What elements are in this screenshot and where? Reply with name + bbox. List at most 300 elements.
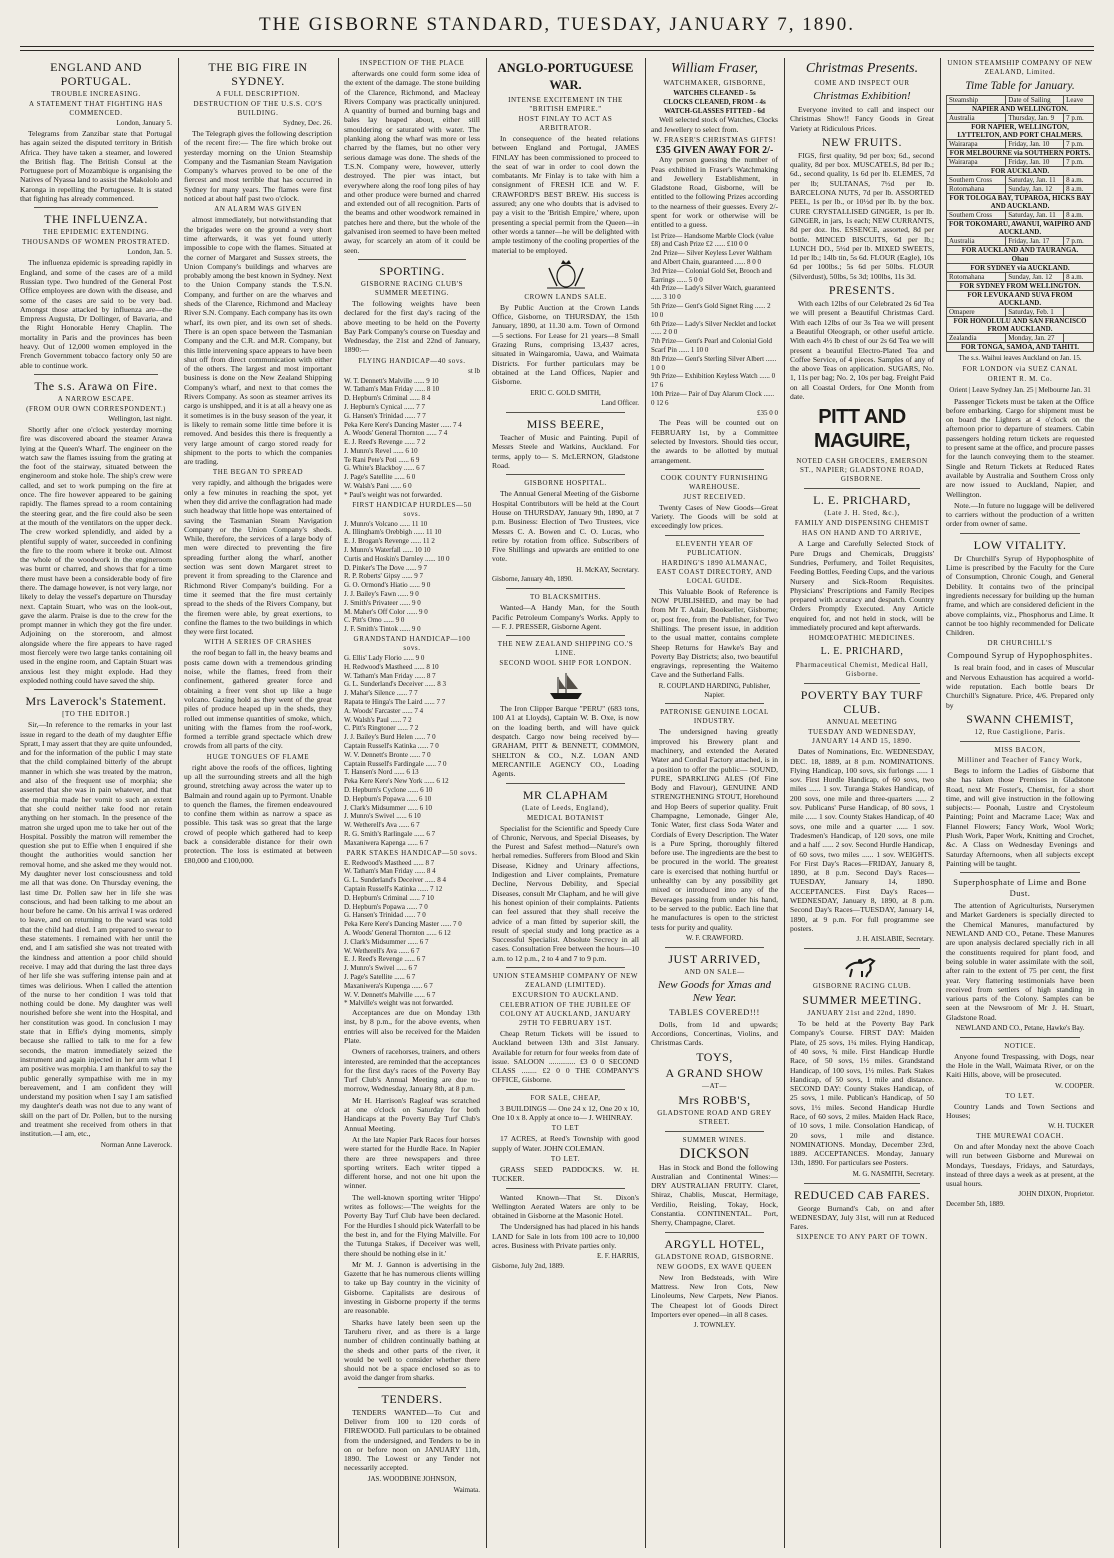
advert-text: Wanted—A Handy Man, for the South Pacific Petroleum Company's Works. Apply to— F. J. PRESSER, Gisborne Agent.	[492, 603, 639, 631]
table-row	[947, 317, 1094, 334]
advert-signature: R. COUPLAND HARDING, Publisher, Napier.	[658, 681, 771, 699]
table-cell: FOR SYDNEY FROM WELLINGTON.	[947, 282, 1094, 291]
column-2	[184, 58, 332, 1548]
list-item: 1st Prize— Handsome Marble Clock (value £8) and Cash Prize £2 ...... £10 0 0	[651, 231, 774, 249]
list-item: E. J. Brogan's Revenge ...... 11 2	[344, 537, 435, 546]
advert-text: Begs to inform the Ladies of Gisborne that she has taken those Premises in Gladstone Road, next Mr Foster's, Chemist, for a short time, and will give instruction in the following subjects:— Poonah, Lustre and Crystoleum Painting; Point and Macrame Lace; Wax and Flannel Flowers; Fancy Work, Wool Work; Plush Work, Paper Work, Knitting and Crochet, &c. A Class on Wednesday Evenings and Saturday Afternoons, when all subjects except Painting will be taught.	[946, 765, 1094, 868]
table-row	[947, 264, 1094, 273]
table-cell: Southern Cross	[947, 211, 1006, 220]
list-item: J. Page's Satellite ...... 6 0	[344, 473, 416, 482]
list-item: Peka Kere Kere's Dancing Master ...... 7 0	[344, 920, 462, 929]
subhead: TO LET.	[1005, 1091, 1035, 1100]
headline-argyll-hotel: ARGYLL HOTEL,	[664, 1236, 765, 1251]
advert-text: FIGS, first quality, 9d per box; 6d., second quality, 8d per box. MUSCATELS, 8d per lb.; 6d., second quality, 1s 6d per lb. ELEMES, 7d per lb; SULTANAS, 7½d per lb. BARCELONA NUTS, 7d per lb. ASSORTED PEEL, 1s per lb., or 10½d per lb. by the box. CURE CRYSTALLISED GINGER, 1s per lb. GINGER, in jars, 1s each; NEW CURRANTS, 8d per doz. lbs. ESSENCE, assorted, 8d per bottle. MINCED BISCUITS, 6d per lb.; LUNCH DO., 5½d per lb. MIXED SWEETS, 1d per lb.; 14lb tin, 5s 6d. FLOUR (Eagle), 10s 6d per 100lbs.; 5s 6d per 50lbs. FLOUR (Silverdust), 50lbs, 5s 3d; 100lbs, 11s 3d.	[790, 150, 934, 281]
subhead: GLADSTONE ROAD AND GREY STREET.	[657, 1108, 772, 1126]
table-cell: 7 p.m.	[1064, 114, 1094, 123]
headline-tenders: TENDERS.	[381, 1391, 443, 1406]
subhead: A NARROW ESCAPE.	[57, 394, 135, 403]
table-cell: Ohau	[947, 255, 1094, 264]
list-item: 7th Prize— Gent's Pearl and Colonial Gold Scarf Pin ...... 1 10 0	[651, 337, 773, 355]
list-item: J. Hepburn's Cynical ...... 7 7	[344, 402, 425, 411]
list-item: 5th Prize— Gent's Gold Signet Ring ...... 2 10 0	[651, 302, 771, 319]
subhead: CROWN LANDS SALE.	[524, 292, 607, 301]
advert-signature: M. G. NASMITH, Secretary.	[852, 1169, 934, 1178]
subhead: NEW GOODS, EX WAVE QUEEN	[656, 1262, 773, 1271]
headline-superphosphate: Superphosphate of Lime and Bone Dust.	[953, 877, 1087, 899]
subhead: THOUSANDS OF WOMEN PROSTRATED.	[22, 238, 170, 247]
list-item: 2nd Prize— Silver Keyless Lever Waltham and Albert Chain, guaranteed ...... 8 0 0	[651, 249, 772, 267]
subhead: EXCURSION TO AUCKLAND.	[512, 991, 619, 999]
advert-text: Is real brain food, and in cases of Muscular and Nervous Exhaustion has acquired a world-wide reputation. Each bottle bears Dr Churchill's Signature. Price, 4/6. Prepared only by	[946, 663, 1094, 710]
column-divider	[178, 58, 179, 1548]
price-line: CLOCKS CLEANED, FROM - 4s	[663, 97, 766, 106]
table-cell: 7 p.m.	[1064, 140, 1094, 149]
list-item: 8th Prize— Gent's Sterling Silver Albert ...... 1 0 0	[651, 354, 777, 372]
subhead: GISBORNE HOSPITAL.	[524, 479, 607, 488]
subhead: SUMMER WINES.	[682, 1135, 747, 1144]
advert-signature: W. COOPER.	[1055, 1081, 1094, 1090]
advert-signature: J. H. AISLABIE, Secretary.	[856, 935, 934, 944]
article-paragraph: the roof began to fall in, the heavy beams and posts came down with a tremendous grinding noise, while the flames, freed from their confinement, gathered greater force and obtaining a freer vent shot up like a huge volcano. Gazing hold as they went of the great piles of produce heaped up in the sheds, they rolled out immense quantities of smoke, which, uniting with the flames from the roof-work, formed a terrible grand spectacle which drew crowds from all parts of the city.	[184, 648, 332, 751]
list-item: 9th Prize— Exhibition Keyless Watch ...... 0 17 6	[651, 372, 776, 390]
subhead: W. FRASER'S CHRISTMAS GIFTS!	[652, 135, 777, 144]
divider	[34, 207, 158, 208]
list-item: D. Hepburn's Criminal ...... 7 10	[344, 893, 434, 902]
list-item: Captain Russell's Katinka ...... 7 0	[344, 742, 439, 750]
subhead: Milliner and Teacher of Fancy Work,	[957, 755, 1083, 764]
dateline: London, Jan. 5.	[127, 248, 172, 257]
table-cell: NAPIER AND WELLINGTON.	[947, 105, 1094, 114]
subhead: A FULL DESCRIPTION.	[215, 90, 301, 98]
table-row	[947, 308, 1094, 317]
article-paragraph: Mr M. J. Gannon is advertising in the Gazette that he has numerous clients willing to take up Bay country in the vicinity of Gisborne. Capitalists are desirous of investing in Gisborne property if the terms are reasonable.	[344, 1259, 480, 1316]
subhead: THE MUREWAI COACH.	[976, 1131, 1064, 1140]
grandstand-handicap-list	[344, 654, 480, 848]
table-cell: FOR HONOLULU AND SAN FRANCISCO FROM AUCKLAND.	[947, 317, 1094, 334]
table-cell: 8 a.m.	[1064, 273, 1094, 282]
advert-date: Gisborne, January 4th, 1890.	[492, 575, 573, 584]
table-cell: FOR TOKOMARU, AWANUI, WAIPIRO AND AUCKLAND.	[947, 220, 1094, 237]
table-row	[947, 343, 1094, 352]
subhead: —AT—	[702, 1081, 727, 1090]
table-cell: 8 a.m.	[1064, 211, 1094, 220]
table-row	[947, 246, 1094, 255]
subhead: TUESDAY AND WEDNESDAY, JANUARY 14 AND 15, 1890.	[808, 728, 916, 746]
headline-dickson: DICKSON	[679, 1145, 750, 1162]
divider	[506, 474, 625, 475]
advert-text: Country Lands and Town Sections and Houses;	[946, 1101, 1094, 1120]
weight-units: st lb	[468, 366, 480, 375]
table-cell: FOR TOLOGA BAY, TUPAROA, HICKS BAY AND AUCKLAND.	[947, 194, 1094, 211]
subhead: ELEVENTH YEAR OF PUBLICATION.	[675, 539, 754, 557]
divider	[665, 1232, 764, 1233]
list-item: A. Woods' Farcaster ...... 7 4	[344, 706, 424, 715]
list-item: G. L. Sunderland's Deceiver ...... 8 3	[344, 680, 446, 689]
list-item: W. Wetherell's Ava ...... 6 7	[344, 821, 420, 830]
subhead: UNION STEAMSHIP COMPANY OF NEW ZEALAND (LIMITED).	[492, 972, 639, 989]
column-3	[344, 58, 480, 1548]
headline-tables-covered: TABLES COVERED!!!	[669, 1006, 760, 1017]
advert-text: The undersigned having greatly improved his Brewery plant and machinery, and extended the Aerated Water and Cordial Factory attached, is in a position to offer the public— SOUND, PURE, SPARKLING ALES (Of Fine Body and Flavour), GENUINE AND STRENGTHENING STOUT, Horehound and Hop Beers of superior quality. Fruit Champagne, Lemonade, Ginger Ale, Tonic Water, first class Soda Water and Cordials of Every Description. The Water is a Pure Spring, thoroughly filtered before use. The ingredients are the best to be procured in the world. The greatest care is exercised that nothing hurtful or unhealthy can by any possibility get mixed or introduced into any of the Beverages passing from under his hand, to be served to the public. Each line that he manufactures is open to the strictest tests for purity and quality.	[651, 727, 778, 932]
subhead: AND ON SALE—	[684, 967, 745, 976]
list-item: G. Hansen's Trinidad ...... 7 0	[344, 911, 426, 920]
list-item: W. Wetherell's Ava ...... 6 7	[344, 946, 420, 955]
table-cell	[1064, 334, 1094, 343]
list-item: G. O. Ormond's Hiatio ...... 9 0	[344, 581, 431, 590]
divider	[506, 1188, 625, 1189]
article-paragraph: The influenza epidemic is spreading rapidly in England, and some of the cases are of a mild Russian type. Two hundred of the General Post Office employees are down with the disease, and some of the cases are said to be very bad. Amongst those attacked by influenza are—the Empress Augusta, Dr Dollinger, of Bavaria, and the Right Honorable Henry Chaplin. The mortality in Paris and the provinces has been heavy. Out of 12,000 women employed in the French Government tobacco factory only 50 are able to continue work.	[20, 258, 172, 370]
racehorse-icon	[840, 953, 884, 979]
list-item: E. Redwood's Mastheed ...... 8 7	[344, 858, 435, 867]
list-item: D. Hepburn's Popawa ...... 7 0	[344, 902, 428, 911]
race-title: FIRST HANDICAP HURDLES—50 sovs.	[352, 500, 472, 518]
subhead: INTENSE EXCITEMENT IN THE "BRITISH EMPIRE."	[508, 96, 623, 113]
advert-text: GRASS SEED PADDOCKS. W. H. TUCKER.	[492, 1164, 639, 1184]
table-row	[947, 158, 1094, 167]
divider	[506, 967, 625, 968]
list-item: W. V. Dennett's Malville ...... 6 7	[344, 990, 436, 999]
list-item: J. Munro's Volcano ...... 11 10	[344, 519, 428, 528]
list-item: J. Clark's Midsummer ...... 6 7	[344, 937, 429, 946]
table-row	[947, 194, 1094, 211]
headline-time-table: Time Table for January.	[965, 80, 1075, 92]
advert-text: Dolls, from 1d and upwards; Accordions, Concertinas, Violins, and Christmas Cards.	[651, 1019, 778, 1048]
dateline: Wellington, last night.	[108, 414, 172, 423]
headline-reduced-cab-fares: REDUCED CAB FARES.	[794, 1187, 930, 1202]
headline-miss-beere: MISS BEERE,	[526, 417, 605, 432]
subhead: FOR LONDON via SUEZ CANAL	[962, 364, 1078, 373]
advert-text: Passenger Tickets must be taken at the Office before embarking. Cargo for shipment must be on board the Lighters at 4 o'clock on the afternoon prior to departure of steamers. Cabin passengers holding return tickets are requested to present same at the office, and procure passes for the launch conveying them to the steamer. Single and Return Tickets at Reduced Rates available by Australia and Southern Cross only are now issued to Auckland, Napier, and Wellington.	[946, 396, 1094, 499]
table-cell: Wairarapa	[947, 140, 1006, 149]
column-5	[651, 58, 778, 1548]
divider	[665, 947, 764, 948]
article-paragraph: Mr H. Harrison's Ragleaf was scratched at one o'clock on Saturday for both Handicaps at the Poverty Bay Turf Club's Annual Meeting.	[344, 1095, 480, 1133]
headline-william-fraser: William Fraser,	[670, 61, 759, 76]
divider	[506, 1089, 625, 1090]
advert-text: Teacher of Music and Painting. Pupil of Messrs Steele and Watkins, Auckland. For terms, apply to— S. McLERNON, Gladstone Road.	[492, 433, 639, 471]
table-row	[947, 185, 1094, 194]
list-item: D. Hepburn's Criminal ...... 8 4	[344, 394, 431, 403]
list-item: E. J. Reed's Revenge ...... 7 2	[344, 438, 426, 447]
list-item: T. Hansen's Nord ...... 6 13	[344, 768, 419, 777]
orient-row: Orient | Leave Sydney Jan. 25 | Melbourne Jan. 31	[949, 385, 1091, 394]
table-cell: Saturday, Feb. 1	[1006, 308, 1064, 317]
sailing-ship-icon	[546, 671, 586, 701]
headline-given-away: £35 GIVEN AWAY FOR 2/-	[655, 144, 774, 156]
list-item: J. J. Bailey's Burd Helen ...... 7 0	[344, 733, 436, 742]
flying-handicap-list	[344, 377, 480, 491]
race-title: PARK STAKES HANDICAP—50 sovs.	[346, 848, 478, 857]
subhead: THE NEW ZEALAND SHIPPING CO.'S LINE.	[497, 640, 634, 658]
advert-text: Wanted Known—That St. Dixon's Wellington Aerated Waters are only to be obtained in Gisborne at the Masonic Hotel.	[492, 1192, 639, 1221]
list-item: J. J. Bailey's Fawn ...... 9 0	[344, 590, 419, 599]
table-cell: Sunday, Jan. 12	[1006, 185, 1064, 194]
list-item: W. T. Dennett's Malville ...... 9 10	[344, 376, 439, 385]
divider	[960, 533, 1080, 534]
table-header: Date of Sailing	[1006, 96, 1064, 105]
advert-text: The Iron Clipper Barque "PERU" (683 tons, 100 A1 at Lloyds), Captain W. B. Oxe, is now on the loading berth, and will have quick despatch. Cargo now being received by— GRAHAM, PITT & BENNETT, COMMON, SHELTON & CO., N.Z. LOAN AND MERCANTILE AGENCY CO., Loading Agents.	[492, 704, 639, 779]
column-divider	[645, 58, 646, 1548]
list-item: R. P. Roberts' Gipsy ...... 9 7	[344, 572, 424, 581]
headline-grand-show: A GRAND SHOW	[665, 1065, 764, 1080]
headline-clapham: MR CLAPHAM	[522, 787, 609, 802]
subhead: A STATEMENT THAT FIGHTING HAS COMMENCED.	[29, 100, 163, 117]
subhead: (Late J. H. Sted, &c.),	[824, 509, 900, 518]
subhead: DESTRUCTION OF THE U.S.S. CO'S BUILDING.	[193, 100, 323, 117]
list-item: A. Illingham's Orebbigh ...... 11 10	[344, 528, 442, 537]
headline-presents: PRESENTS.	[828, 283, 896, 298]
divider	[960, 1037, 1080, 1038]
list-item: G. L. Sunderland's Deceiver ...... 8 4	[344, 876, 446, 885]
divider	[665, 1131, 764, 1132]
article-paragraph: Owners of racehorses, trainers, and others interested, are reminded that the acceptances for the first day's races of the Poverty Bay Turf Club's Annual Meeting are due to-morrow, Wednesday, January 8th, at 8 p.m.	[344, 1047, 480, 1094]
table-cell: Southern Cross	[947, 176, 1006, 185]
table-row	[947, 273, 1094, 282]
table-cell: Sunday, Jan. 12	[1006, 273, 1064, 282]
table-row	[947, 334, 1094, 343]
advert-date: Gisborne, July 2nd, 1889.	[492, 1262, 565, 1271]
advert-text: Anyone found Trespassing, with Dogs, near the Hole in the Wall, Waimata River, or on the Kaiti Hills, above, will be prosecuted.	[946, 1051, 1094, 1080]
divider	[34, 689, 158, 690]
headline-sporting: SPORTING.	[379, 263, 445, 278]
list-item: Maxaniwera Kapenga ...... 6 7	[344, 838, 429, 847]
list-item: W. Tatham's Man Friday ...... 8 10	[344, 385, 440, 394]
advert-text: 17 ACRES, at Reed's Township with good supply of Water. JOHN COLEMAN.	[492, 1134, 639, 1153]
subhead: UNION STEAMSHIP COMPANY OF NEW ZEALAND, Limited.	[947, 59, 1093, 76]
masthead-title: THE GISBORNE STANDARD, TUESDAY, JANUARY 7, 1890.	[259, 14, 855, 35]
advert-signature: ERIC C. GOLD SMITH,	[530, 388, 601, 397]
subhead: MEDICAL BOTANIST	[526, 813, 605, 822]
headline-poverty-bay-turf-club: POVERTY BAY TURF CLUB.	[800, 688, 924, 717]
headline-toys: TOYS,	[696, 1049, 733, 1064]
table-cell: FOR LEVUKA AND SUVA FROM AUCKLAND.	[947, 291, 1094, 308]
list-item: D. Pinker's The Dove ...... 9 7	[344, 563, 427, 572]
list-item: C. Pitt's Omo ...... 9 0	[344, 616, 405, 625]
table-row	[947, 211, 1094, 220]
subhead: THE EPIDEMIC EXTENDING.	[42, 228, 150, 237]
list-item: J. Clark's Midsummer ...... 6 10	[344, 803, 432, 812]
prize-total: £35 0 0	[757, 408, 778, 417]
divider	[506, 635, 625, 636]
table-cell: Friday, Jan. 17	[1006, 237, 1064, 246]
advert-date: December 5th, 1889.	[946, 1200, 1005, 1209]
divider	[358, 259, 466, 260]
divider	[665, 469, 764, 470]
advert-text: The Annual General Meeting of the Gisborne Hospital Contributors will be held at the Court House on THURSDAY, January 9th, 1890, at 7 p.m. Business: Election of Two Trustees, vice Messrs C. A. Bowen and C. O. Lucas, who retire by rotation from office. Subscribers of Five Shillings and upwards are entitled to one vote.	[492, 489, 639, 564]
advert-role: Land Officer.	[601, 399, 639, 408]
list-item: 3rd Prize— Colonial Gold Set, Brooch and Earrings ...... 5 0 0	[651, 266, 772, 284]
subhead: FOR SALE, CHEAP,	[530, 1093, 601, 1102]
subhead: SIXPENCE TO ANY PART OF TOWN.	[796, 1233, 928, 1242]
list-item: J. F. Smith's Tintok ...... 9 0	[344, 625, 421, 634]
advert-text: A Large and Carefully Selected Stock of Pure Drugs and Chemicals, Druggists' Sundries, Perfumery, and Toilet Requisites, Feeding Bottles, Feeding Cups, and the various Nursery and Sick-Room Requisites. Physicians' Prescriptions and Family Recipes prepared with accuracy and despatch. Country Orders Promptly Executed. Any Article enquired for, and not held in stock, will be immediately procured and kept afterwards.	[790, 539, 934, 632]
divider	[358, 1387, 466, 1388]
headline-swann-chemist: SWANN CHEMIST,	[966, 711, 1074, 726]
list-item: W. V. Dennett's Bronte ...... 7 0	[344, 750, 431, 759]
headline-sydney-fire: THE BIG FIRE IN SYDNEY.	[208, 60, 308, 88]
advert-signature: JAS. WOODBINE JOHNSON,	[367, 1474, 457, 1483]
column-divider	[784, 58, 785, 1548]
advert-text: TENDERS WANTED—To Cut and Deliver from 100 to 120 cords of FIREWOOD. Full particulars to be obtained from the undersigned, and Tenders to be in on or before noon on JANUARY 11th, 1890. The Lowest or any Tender not necessarily accepted.	[344, 1407, 480, 1473]
royal-crest-icon	[543, 258, 589, 290]
table-cell: Saturday, Jan. 11	[1006, 211, 1064, 220]
table-row	[947, 167, 1094, 176]
column-divider	[486, 58, 487, 1548]
list-item: A. Woods' General Thornton ...... 6 12	[344, 928, 451, 937]
list-item: J. Munro's Waterfall ...... 10 10	[344, 546, 431, 555]
headline-england-portugal: ENGLAND AND PORTUGAL.	[50, 60, 142, 88]
masthead-rule	[20, 46, 1094, 47]
table-cell: FOR MELBOURNE via SOUTHERN PORTS.	[947, 149, 1094, 158]
advert-text: By Public Auction at the Crown Lands Office, Gisborne, on THURSDAY, the 15th January, 1890, at 11.30 a.m. Town of Ormond—5 sections. For Lease for 21 years—8 Small Grazing Runs, comprising 13,437 acres, situated in Waingaromia, Uawa, and Waimata Districts. For further particulars may be obtained at the Land Offices, Napier and Gisborne.	[492, 302, 639, 387]
subhead: JANUARY 21st and 22nd, 1890.	[807, 1009, 917, 1018]
table-row	[947, 291, 1094, 308]
list-item: A. Woods' General Thornton ...... 7 4	[344, 429, 448, 438]
subhead: NOTED CASH GROCERS, EMERSON ST., NAPIER; GLADSTONE ROAD, GISBORNE.	[796, 457, 928, 484]
table-cell	[1064, 308, 1094, 317]
list-item: J. Page's Satellite ...... 6 7	[344, 972, 416, 981]
divider	[506, 588, 625, 589]
race-note: * Malville's weight was not forwarded.	[344, 999, 454, 1008]
masthead-rule-2	[20, 50, 1094, 51]
dateline: London, January 5.	[116, 119, 172, 127]
list-item: Captain Russell's Katinka ...... 7 12	[344, 884, 443, 893]
table-row	[947, 176, 1094, 185]
table-cell: 8 a.m.	[1064, 176, 1094, 185]
article-paragraph: The well-known sporting writer 'Hippo' writes as follows:—'The weights for the Poverty Bay Turf Club have been declared. For the Hurdles I should pick Waterfall to be the best in, and for the Flying Malville. For the Tutunga Stakes, if Deceiver was well, there should be nothing else in it.'	[344, 1192, 480, 1258]
subhead: GLADSTONE ROAD, GISBORNE.	[655, 1252, 774, 1261]
headline-christmas-presents: Christmas Presents.	[805, 61, 919, 76]
advert-text: Twenty Cases of New Goods—Great Variety. The Goods will be sold at exceedingly low prices.	[651, 502, 778, 531]
prize-list	[651, 232, 778, 408]
advert-text: Dates of Nominations, Etc. WEDNESDAY, DEC. 18, 1889, at 8 p.m. NOMINATIONS. Flying Handicap, 100 sovs, six furlongs ...... 1 sov. First Hurdle Handicap, of 60 sovs, two miles ...... 1 sov. Turanga Stakes Handicap, of 200 sovs, one mile and three-quarters ...... 2 sov. Publicans' Purse Handicap, of 80 sovs, 1 mile ...... 1 sov. County Stakes Handicap, of 40 sovs, one mile and a quarter ...... 1 sov. Tradesmen's Handicap, of 120 sovs, one mile and a half ...... 2 sov. Second Hurdle Handicap, of 60 sovs, two miles ...... 1 sov. WEIGHTS. For First Day's Races—FRIDAY, January 8, 1890, at 8 p.m. Second Day's Races—TUESDAY, January 14, 1890. ACCEPTANCES. First Day's Races—WEDNESDAY, January 8, 1890, at 8 p.m. Second Day's Races—TUESDAY, January 14, 1890, at 9 p.m. For full programme see posters.	[790, 747, 934, 933]
table-row	[947, 220, 1094, 237]
subhead: TROUBLE INCREASING.	[51, 90, 141, 98]
headline-influenza: THE INFLUENZA.	[44, 212, 148, 227]
subhead: PATRONISE GENUINE LOCAL INDUSTRY.	[660, 708, 769, 726]
subhead: COOK COUNTY FURNISHING WAREHOUSE.	[660, 473, 769, 491]
article-paragraph: The following weights have been declared for the first day's racing of the above meeting to be held on the Poverty Bay Park Company's course on Tuesday and Wednesday, the 21st and 22nd of January, 1890:—	[344, 298, 480, 355]
divider	[804, 683, 920, 684]
subhead: DR CHURCHILL'S	[987, 639, 1053, 648]
list-item: 10th Prize— Pair of Day Alarum Clock ...... 0 12 6	[651, 390, 775, 407]
subhead: INSPECTION OF THE PLACE	[359, 59, 465, 67]
advert-text: George Burnand's Cab, on and after WEDNESDAY, July 31st, will run at Reduced Fares.	[790, 1203, 934, 1232]
subhead: 12, Rue Castiglione, Paris.	[974, 727, 1066, 736]
article-paragraph: very rapidly, and although the brigades were only a few minutes in reaching the spot, yet when they did arrive the conflagration had made such headway that little hope was entertained of saving the Tasmanian Steam Navigation Company or the Union Company's sheds. While, therefore, the services of a large body of men were directed to preventing the fire spreading further along the wharf, another section was sent down Margaret street to prevent it from spreading to the Clarence and Richmond River Company's building. For a time it seemed that the fire must certainly spread to the sheds of the Rivers Company, but the firemen were able, by great exertions, to confine the flames to the two buildings in which they were first located.	[184, 478, 332, 637]
table-cell: Rotomahana	[947, 273, 1006, 282]
list-item: D. Hepburn's Cyclone ...... 6 10	[344, 785, 433, 794]
headline-new-fruits: NEW FRUITS.	[822, 134, 902, 149]
advert-text: Well selected stock of Watches, Clocks and Jewellery to select from.	[651, 115, 778, 134]
article-paragraph: Acceptances are due on Monday 13th inst, by 8 p.m., for the above events, when entries will also be received for the Maiden Plate.	[344, 1008, 480, 1045]
article-paragraph: Sharks have lately been seen up the Taruheru river, and as there is a large number of children continually bathing at the sheds and other parts of the river, it would be well to consider whether there should not be a space enclosed so as to avoid the danger from sharks.	[344, 1317, 480, 1383]
divider	[960, 741, 1080, 742]
table-row	[947, 237, 1094, 246]
advert-text: The Undersigned has had placed in his hands LAND for Sale in lots from 100 acre to 10,000 acres. Business with Private parties only.	[492, 1222, 639, 1251]
table-cell: 7 p.m.	[1064, 158, 1094, 167]
table-cell: Australia	[947, 237, 1006, 246]
list-item: G. Hansen's Trinidad ...... 7 7	[344, 411, 426, 420]
column-divider	[338, 58, 339, 1548]
divider	[804, 488, 920, 489]
list-item: W. Walsh's Pani ...... 6 0	[344, 482, 412, 491]
table-cell: FOR TONGA, SAMOA, AND TAHITI.	[947, 343, 1094, 352]
subhead: TO LET	[551, 1124, 580, 1133]
table-header: Leave	[1064, 96, 1094, 105]
divider	[804, 948, 920, 949]
table-cell: Rotomahana	[947, 185, 1006, 194]
subhead: FAMILY AND DISPENSING CHEMIST	[794, 519, 930, 528]
advert-signature: E. F. HARRIS,	[596, 1252, 639, 1261]
article-paragraph: The Telegraph gives the following description of the recent fire:— The fire which broke out yesterday morning on the Union Steamship Company and the Tasmanian Steam Navigation Company's wharves proved to be one of the fiercest and most terrible that has occurred in Sydney for many years. The flames were first noticed at about half past two o'clock.	[184, 129, 332, 204]
headline-summer-meeting: SUMMER MEETING.	[802, 993, 922, 1008]
headline-prichard: L. E. PRICHARD,	[813, 493, 911, 508]
column-6	[790, 58, 934, 1548]
divider	[665, 535, 764, 536]
subhead: (Late of Leeds, England),	[522, 803, 609, 812]
list-item: Captain Russell's Fardingale ...... 7 0	[344, 759, 447, 768]
headline-prichard-2: L. E. PRICHARD,	[820, 646, 904, 658]
table-cell: 8 a.m.	[1064, 185, 1094, 194]
article-paragraph: At the late Napier Park Races four horses were started for the Hurdle Race. In Napier there are three newspapers and three sporting writers. Each writer tipped a different horse, and not one hit upon the winner.	[344, 1134, 480, 1191]
article-paragraph: almost immediately, but notwithstanding that the brigades were on the ground a very short time afterwards, it was yet found utterly impossible to cope with the flames. Situated at the corner of Margaret and Sussex streets, the Union Company's buildings and wharves are probably among the best known in Sydney. Next to the Union Company stands the T.S.N. Company, and further on are the wharves and sheds of the Clarence, Richmond and Macleay River S.N. Company. Each company has its own wharf, its own pier, and its own set of sheds. There is an open space between the Tasmanian Company and the C.R. and M.R. Company, but this little intervening space appears to have been shut off from direct communication with either of the others. The largest and most important business is done on the New Zealand Shipping Company's wharf, and next to that comes the Rivers Company. As soon as steamer arrives its cargo is unshipped, and it is at all a heavy one as it sometimes is in the busy season of the year, it is likely to remain some little time before it is removed. And besides this there is frequently a very large amount of cargo stored ready for shipment to the ports to which the companies are trading.	[184, 215, 332, 467]
column-1	[20, 58, 172, 1548]
hurdle-handicap-list	[344, 520, 480, 634]
list-item: Peka Kere Kere's New York ...... 6 12	[344, 777, 449, 786]
headline-compound-syrup: Compound Syrup of Hypophosphites.	[947, 650, 1093, 661]
list-item: E. J. Reed's Revenge ...... 6 7	[344, 955, 426, 964]
list-item: J. Munro's Revel ...... 6 10	[344, 446, 418, 455]
list-item: H. Redwood's Mastheed ...... 8 10	[344, 662, 439, 671]
table-cell: Thursday, Jan. 9	[1006, 114, 1064, 123]
advert-signature: NEWLAND AND CO., Petane, Hawke's Bay.	[955, 1024, 1085, 1033]
list-item: W. Tatham's Man Friday ...... 8 4	[344, 867, 436, 876]
headline-christmas-exhibition: Christmas Exhibition!	[813, 90, 911, 102]
subhead: NOTICE.	[1004, 1041, 1036, 1050]
article-paragraph: Telegrams from Zanzibar state that Portugal has again seized the disputed territory in British Africa. They have taken a steamer, and lowered the British flag. The British Consul at the Portuguese port of Mozambique is organising the Natives of Nyassa land to assist the Makololo and Karonga in repelling the Portuguese. It is stated that fighting has already commenced.	[20, 129, 172, 204]
advert-text: Any person guessing the number of Peas exhibited in Fraser's Watchmaking and Jewellery Establishment, in Gladstone Road, Gisborne, will be entitled to the following Prizes according to the nearness of their guesses. Every 2/- spent for work or otherwise will be entitled to a guess.	[651, 155, 778, 230]
subhead: HOMŒOPATHIC MEDICINES.	[808, 634, 916, 643]
subhead: WATCHMAKER, GISBORNE,	[663, 79, 766, 87]
subhead: WITH A SERIES OF CRASHES	[204, 638, 312, 647]
list-item: J. Munro's Swivel ...... 6 10	[344, 812, 421, 821]
letter-paragraph: Sir,—In reference to the remarks in your last issue in regard to the death of my daughter Effie Spratt, I may assert that they are quite unfounded, and for the information of the public I may state that the child complained bitterly of the abrupt manner in which she was treated by the matron, and also of the frequent use of morphia; she asserted that she was in pain whatever, and that the morphia made her vomit to such an extent that she could neither take food nor retain anything on her stomach. In the presence of the matron she urged upon me to take her out of the Hospital. Possibly the matron will remember the question she put to Effie when I enquired if she thought the authorities would sanction her removal home, and she asked me they would not. My daughter never lost consciousness and told me all that was done. On Thursday evening, the last time Dr. Pollen saw her in life she was conscious, and had been talking to me about an hour before he came. On his arrival I was ordered to leave, and on returning to the ward was told that the child had died. I am prepared to swear to these statements. I remained with her until the end, and I am satisfied she was not treated with the kindness and attention a poor child should receive. I may add that during the last three days of her life she was suffering intense pain and at times was delirious. When I called the attention of the nurse to her condition I was told that nothing could be done. My daughter was well nourished before she went into the Hospital, and her constitution was good. In conclusion I may state that in Effie's dying moments, simply because she rallied to talk to me for a few seconds, the matron immediately seized the instrument and again injected in her arm what I am positive was morphia. I am thankful to say the public generally sympathise with me in my bereavement, and I am confident they will understand my position when I say I am satisfied my daughter's death was not due to any want of skill on the part of Dr. Pollen, but to the nursing and treatment she received from others in that institution.—I am, etc.,	[20, 720, 172, 1139]
list-item: 4th Prize— Lady's Silver Watch, guaranteed ...... 3 10 0	[651, 284, 776, 302]
advert-text: Everyone invited to call and inspect our Christmas Show!! Fancy Goods in Great Variety at Ridiculous Prices.	[790, 105, 934, 133]
advert-text: This Valuable Book of Reference is NOW PUBLISHED, and may be had from Mr T. Adair, Bookseller, Gisborne; or, post free, from the Publisher, for Two Shillings. The present issue, in addition to the usual matter, contains complete Sheep Returns for Hawke's Bay and Poverty Bay Districts; also, two beautiful engravings, representing the Waitemo Cave and the Sutherland Falls.	[651, 586, 778, 680]
advert-text: On and after Monday next the above Coach will run between Gisborne and Murewai on Mondays, Tuesdays, Fridays, and Saturdays, instead of three days a week as at present, at the usual hours.	[946, 1141, 1094, 1189]
advert-text: Specialist for the Scientific and Speedy Cure of Chronic, Nervous, and Special Diseases, by the Purest and Safest method—Nature's own herbal remedies. Sufferers from Blood and Skin Disease, Kidney and Urinary affections, Indigestion and Liver complaints, Premature Decline, Nervous Debility, and Special Diseases, consult Mr Clapham, and he will give his honest opinion of their complaints. Patients can feel assured that they shall receive the advice of a man fitted by superior skill, the result of special study and long practice as a Successful Specialist. Absolute Secrecy in all cases. Consultation Free between the hours—10 a.m. to 12 p.m., 2 to 4 and 7 to 9 p.m.	[492, 823, 639, 963]
subhead: HOST FINLAY TO ACT AS ARBITRATOR.	[518, 115, 613, 132]
article-paragraph: right above the roofs of the offices, lighting up all the surrounding streets and all the high ground, stretching away across the water up to Balmain and round again up to Pyrmont. Unable to quench the flames, the firemen endeavoured to confine them within as narrow a space as possible. This task was so great that the large crowd of people which gathered had to keep back a considerable distance for their own protection. The loss is estimated at between £80,000 and £100,000.	[184, 762, 332, 865]
headline-new-goods: New Goods for Xmas and New Year.	[657, 978, 772, 1004]
list-item: D. Hepburn's Popawa ...... 6 10	[344, 794, 432, 803]
advert-signature: H. McKAY, Secretary.	[576, 565, 639, 574]
subhead: SECOND WOOL SHIP FOR LONDON.	[499, 659, 632, 668]
advert-text: Note.—In future no luggage will be delivered to carriers without the production of a written order from owner of same.	[946, 500, 1094, 529]
dateline: Sydney, Dec. 26.	[283, 119, 332, 127]
race-title: FLYING HANDICAP—40 sovs.	[358, 356, 466, 365]
list-item: G. Ellis' Lady Florio ...... 9 0	[344, 654, 425, 663]
column-7	[946, 58, 1094, 1548]
article-paragraph: Shortly after one o'clock yesterday morning fire was discovered aboard the steamer Arawa lying at the Queen's Wharf. The engineer on the watch saw the flames issuing from the grating at the foot of the stairway, situated between the engineroom and stoke hole. The ship's crew were called, and set to work pumping on the fire at once. The fire however appeared to be gaining rapidly. The flames spread to a room containing the steering gear, and the fire could also be seen at the mouth of the ventilators on the upper deck. The crew worked splendidly, and aided by a plentiful supply of water, succeeded in confining the fire to the room where it broke out. Almost the whole of the woodwork in the engineroom was burnt or charred, and shows that for a time there must have been a considerable body of fire there. The damage however, is not very large, nor likely to delay the vessel's departure on Thursday next. Captain Stuart, who was on the look-out, gave the alarm. Praise is due to the crew for the prompt manner in which they got the fire under. Adjoining on the storeroom, and almost alongside where the fire appears to have raged most fiercely were two large tanks containing oil used in the engine room, and Captain Stuart was anxious lest they might explode. Had they exploded nothing could have saved the ship.	[20, 424, 172, 685]
headline-just-arrived: JUST ARRIVED,	[668, 951, 761, 966]
table-row	[947, 255, 1094, 264]
table-cell: Friday, Jan. 10	[1006, 158, 1064, 167]
park-stakes-list	[344, 859, 480, 1000]
article-paragraph: afterwards one could form some idea of the extent of the damage. The stone building of the Clarence, Richmond, and Macleay Rivers Company was practically uninjured. A quantity of burned and burning bags and bales lay heaped about, either still smouldering or saturated with water. The planking along the wharf was more or less charred by the flames, but no other very serious damage was done. The sheds of the T.S.N. Company were, however, utterly destroyed. The pier was intact, but everywhere along the roof long piles of hay and other produce were burned and charred and extended out of all recognition. Parts of the beams and other woodwork remained in patches here and there, but the whole of the galvanised iron seemed to have been melted away, for scarcely an atom of it could be seen.	[344, 69, 480, 255]
